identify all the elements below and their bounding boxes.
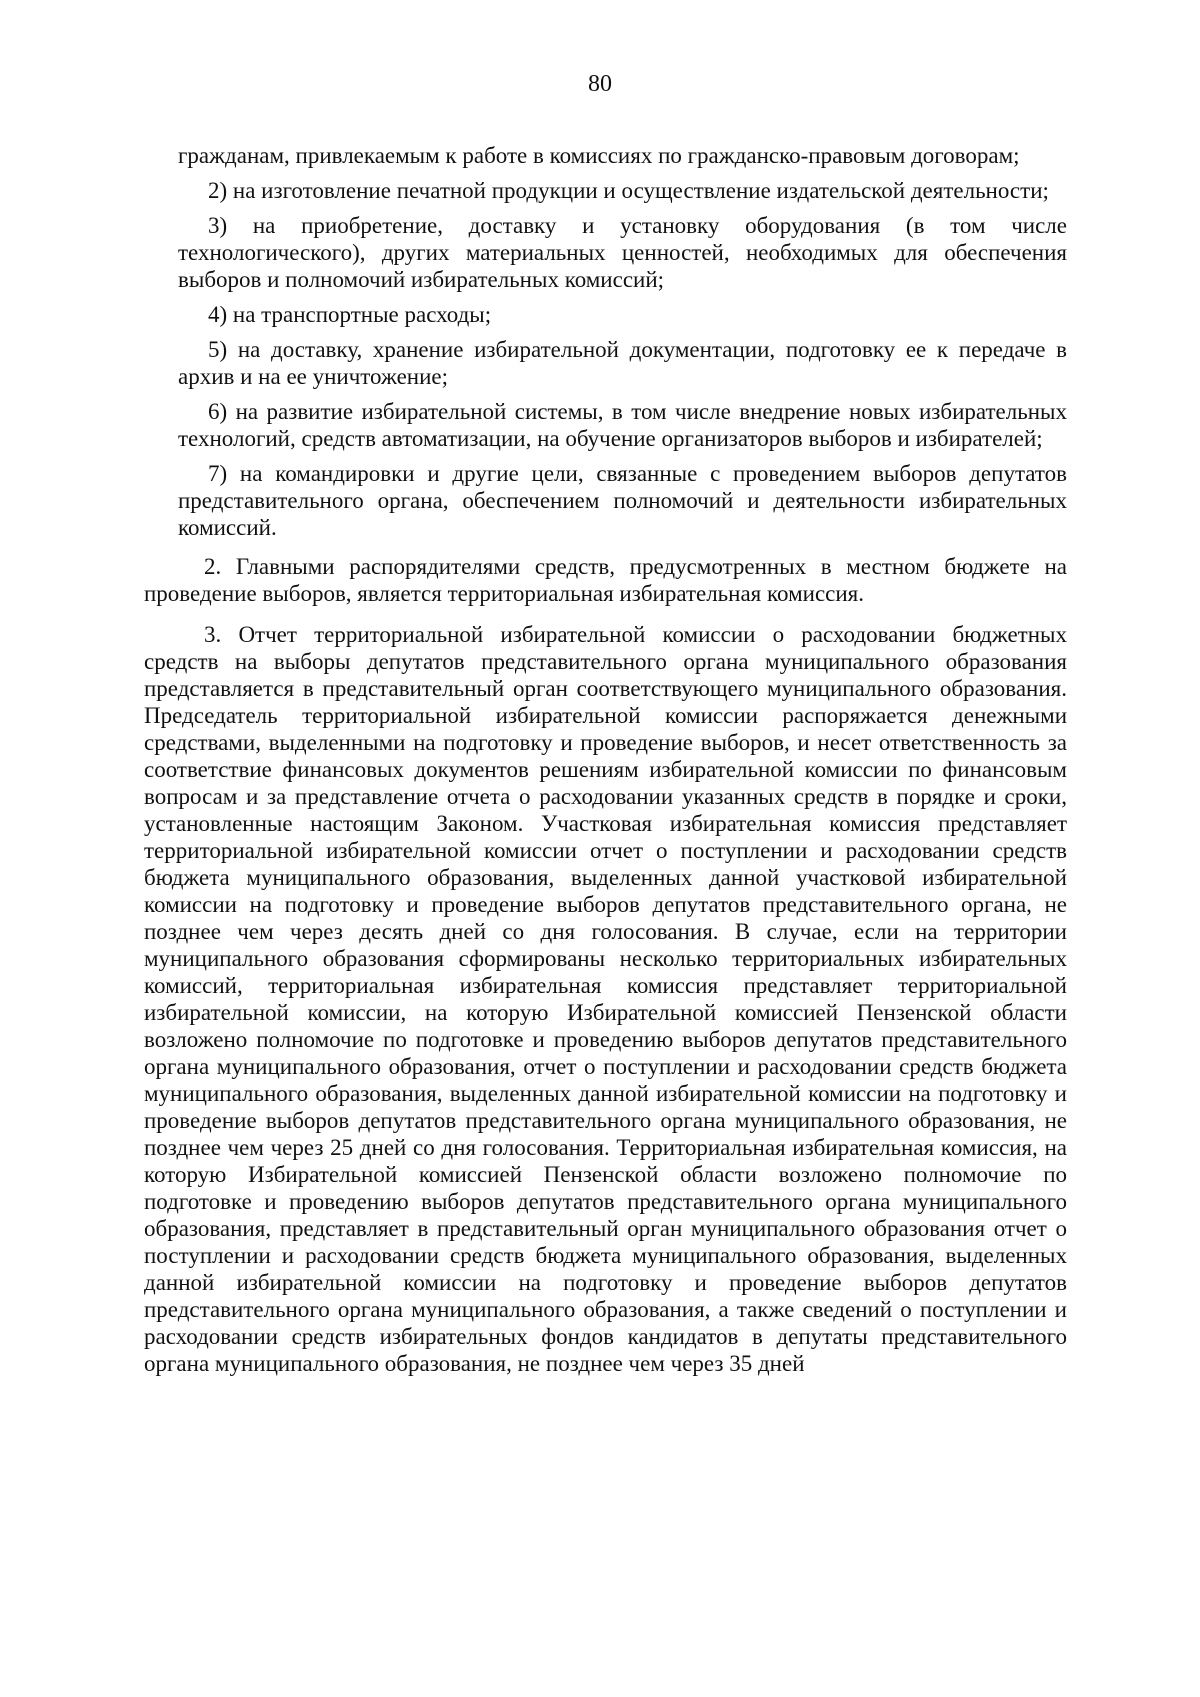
paragraph-expense-contract-workers: гражданам, привлекаемым к работе в комиссиях по гражданско-правовым договорам; — [178, 143, 1020, 168]
paragraph-expense-equipment: 3) на приобретение, доставку и установку оборудования (в том числе технологического), других материальных ценностей, необходимых для обеспечения выборов и полномочий избирательных комиссий; — [178, 213, 1067, 292]
paragraph-expense-system-development: 6) на развитие избирательной системы, в том числе внедрение новых избирательных технологий, средств автоматизации, на обучение организаторов выборов и избирателей; — [178, 399, 1067, 451]
paragraph-expense-printing: 2) на изготовление печатной продукции и осуществление издательской деятельности; — [208, 178, 1049, 203]
paragraph-main-managers: 2. Главными распорядителями средств, предусмотренных в местном бюджете на проведение выборов, является территориальная избирательная комиссия. — [144, 554, 1067, 606]
paragraph-expense-transport: 4) на транспортные расходы; — [208, 302, 492, 327]
page-number: 80 — [588, 71, 612, 97]
paragraph-expense-documentation: 5) на доставку, хранение избирательной документации, подготовку ее к передаче в архив и на ее уничтожение; — [178, 337, 1067, 389]
paragraph-expense-business-trips: 7) на командировки и другие цели, связанные с проведением выборов депутатов представительного органа, обеспечением полномочий и деятельности избирательных комиссий. — [178, 461, 1067, 540]
paragraph-commission-report: 3. Отчет территориальной избирательной комиссии о расходовании бюджетных средств на выборы депутатов представительного органа муниципального образования представляется в представительный орган соответствующего муниципального образования. Председатель территориальной избирательной комиссии распоряжается денежными средствами, выделенными на подготовку и проведение выборов, и несет ответственность за соответствие финансовых документов решениям избирательной комиссии по финансовым вопросам и за представление отчета о расходовании указанных средств в порядке и сроки, установленные настоящим Законом. Участковая избирательная комиссия представляет территориальной избирательной комиссии отчет о поступлении и расходовании средств бюджета муниципального образования, выделенных данной участковой избирательной комиссии на подготовку и проведение выборов депутатов представительного органа, не позднее чем через десять дней со дня голосования. В случае, если на территории муниципального образования сформированы несколько территориальных избирательных комиссий, территориальная избирательная комиссия представляет территориальной избирательной комиссии, на которую Избирательной комиссией Пензенской области возложено полномочие по подготовке и проведению выборов депутатов представительного органа муниципального образования, отчет о поступлении и расходовании средств бюджета муниципального образования, выделенных данной избирательной комиссии на подготовку и проведение выборов депутатов представительного органа муниципального образования, не позднее чем через 25 дней со дня голосования. Территориальная избирательная комиссия, на которую Избирательной комиссией Пензенской области возложено полномочие по подготовке и проведению выборов депутатов представительного органа муниципального образования, представляет в представительный орган муниципального образования отчет о поступлении и расходовании средств бюджета муниципального образования, выделенных данной избирательной комиссии на подготовку и проведение выборов депутатов представительного органа муниципального образования, а также сведений о поступлении и расходовании средств избирательных фондов кандидатов в депутаты представительного органа муниципального образования, не позднее чем через 35 дней — [144, 622, 1067, 1376]
document-body — [0, 142, 1200, 1381]
